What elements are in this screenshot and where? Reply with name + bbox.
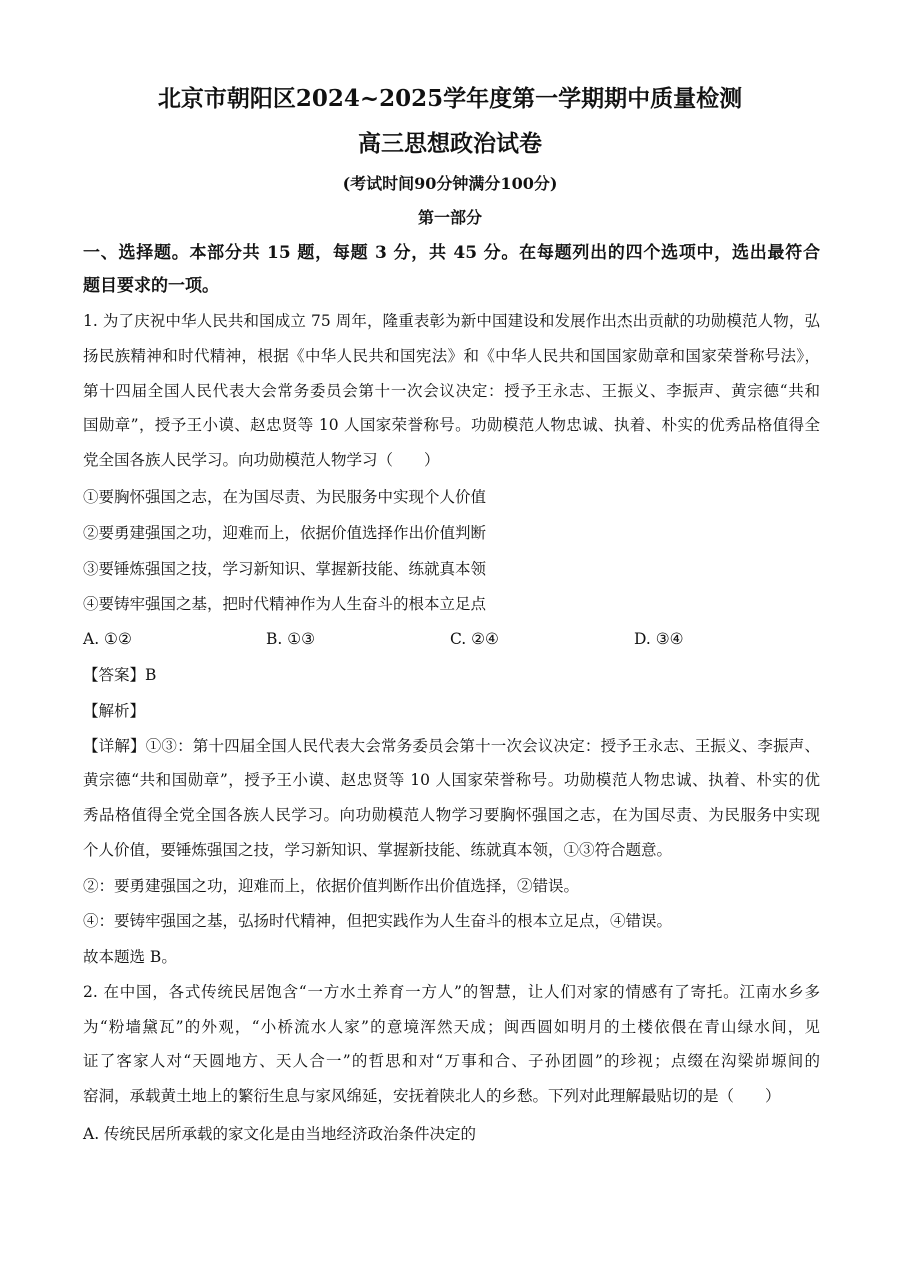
option-d: D. ③④: [634, 630, 684, 648]
question-text: 为“粉墙黛瓦”的外观，“小桥流水人家”的意境浑然天成；闽西圆如明月的土楼依偎在青山绿水间，见: [83, 1018, 820, 1036]
question-text: 国勋章”，授予王小谟、赵忠贤等 10 人国家荣誉称号。功勋模范人物忠诚、执着、朴实的优秀品格值得全: [83, 416, 820, 434]
conclusion: 故本题选 B。: [83, 948, 177, 966]
answer: 【答案】B: [83, 666, 157, 684]
analysis-label: 【解析】: [83, 702, 146, 720]
option-b: B. ①③: [266, 630, 316, 648]
section-instruction: 一、选择题。本部分共 15 题，每题 3 分，共 45 分。在每题列出的四个选项中，选出最符合: [83, 243, 820, 263]
wrong-explanation: ④：要铸牢强国之基，弘扬时代精神，但把实践作为人生奋斗的根本立足点，④错误。: [83, 912, 673, 930]
question-text: 窑洞，承载黄土地上的繁衍生息与家风绵延，安抚着陕北人的乡愁。下列对此理解最贴切的是（ ）: [83, 1087, 781, 1105]
statement: ③要锤炼强国之技，学习新知识、掌握新技能、练就真本领: [83, 560, 487, 578]
document-title: 北京市朝阳区2024~2025学年度第一学期期中质量检测: [157, 85, 743, 112]
option-a: A. ①②: [83, 630, 132, 648]
document-subtitle: 高三思想政治试卷: [358, 130, 542, 157]
part-heading: 第一部分: [417, 208, 482, 227]
detail-text: 个人价值，要锤炼强国之技，学习新知识、掌握新技能、练就真本领，①③符合题意。: [83, 841, 673, 859]
statement: ②要勇建强国之功，迎难而上，依据价值选择作出价值判断: [83, 524, 487, 542]
question-text: 党全国各族人民学习。向功勋模范人物学习（ ）: [83, 451, 440, 469]
detail-text: 【详解】①③：第十四届全国人民代表大会常务委员会第十一次会议决定：授予王永志、王振义、李振声、: [83, 737, 820, 755]
section-instruction: 题目要求的一项。: [83, 276, 219, 296]
detail-text: 黄宗德“共和国勋章”，授予王小谟、赵忠贤等 10 人国家荣誉称号。功勋模范人物忠诚、执着、朴实的优: [83, 771, 820, 789]
question-text: 证了客家人对“天圆地方、天人合一”的哲思和对“万事和合、子孙团圆”的珍视；点缀在沟梁峁塬间的: [83, 1052, 820, 1070]
option-c: C. ②④: [450, 630, 499, 648]
question-text: 1. 为了庆祝中华人民共和国成立 75 周年，隆重表彰为新中国建设和发展作出杰出贡献的功勋模范人物，弘: [83, 312, 820, 330]
statement: ①要胸怀强国之志，在为国尽责、为民服务中实现个人价值: [83, 488, 487, 506]
question-text: 扬民族精神和时代精神，根据《中华人民共和国宪法》和《中华人民共和国国家勋章和国家荣誉称号法》，: [83, 347, 820, 365]
wrong-explanation: ②：要勇建强国之功，迎难而上，依据价值判断作出价值选择，②错误。: [83, 877, 580, 895]
statement: ④要铸牢强国之基，把时代精神作为人生奋斗的根本立足点: [83, 595, 487, 613]
detail-text: 秀品格值得全党全国各族人民学习。向功勋模范人物学习要胸怀强国之志，在为国尽责、为民服务中实现: [83, 806, 820, 824]
question-text: 第十四届全国人民代表大会常务委员会第十一次会议决定：授予王永志、王振义、李振声、黄宗德“共和: [83, 382, 820, 400]
option-a: A. 传统民居所承载的家文化是由当地经济政治条件决定的: [83, 1125, 477, 1143]
exam-info: (考试时间90分钟满分100分): [342, 174, 558, 193]
question-text: 2. 在中国，各式传统民居饱含“一方水土养育一方人”的智慧，让人们对家的情感有了寄托。江南水乡多: [83, 983, 820, 1001]
